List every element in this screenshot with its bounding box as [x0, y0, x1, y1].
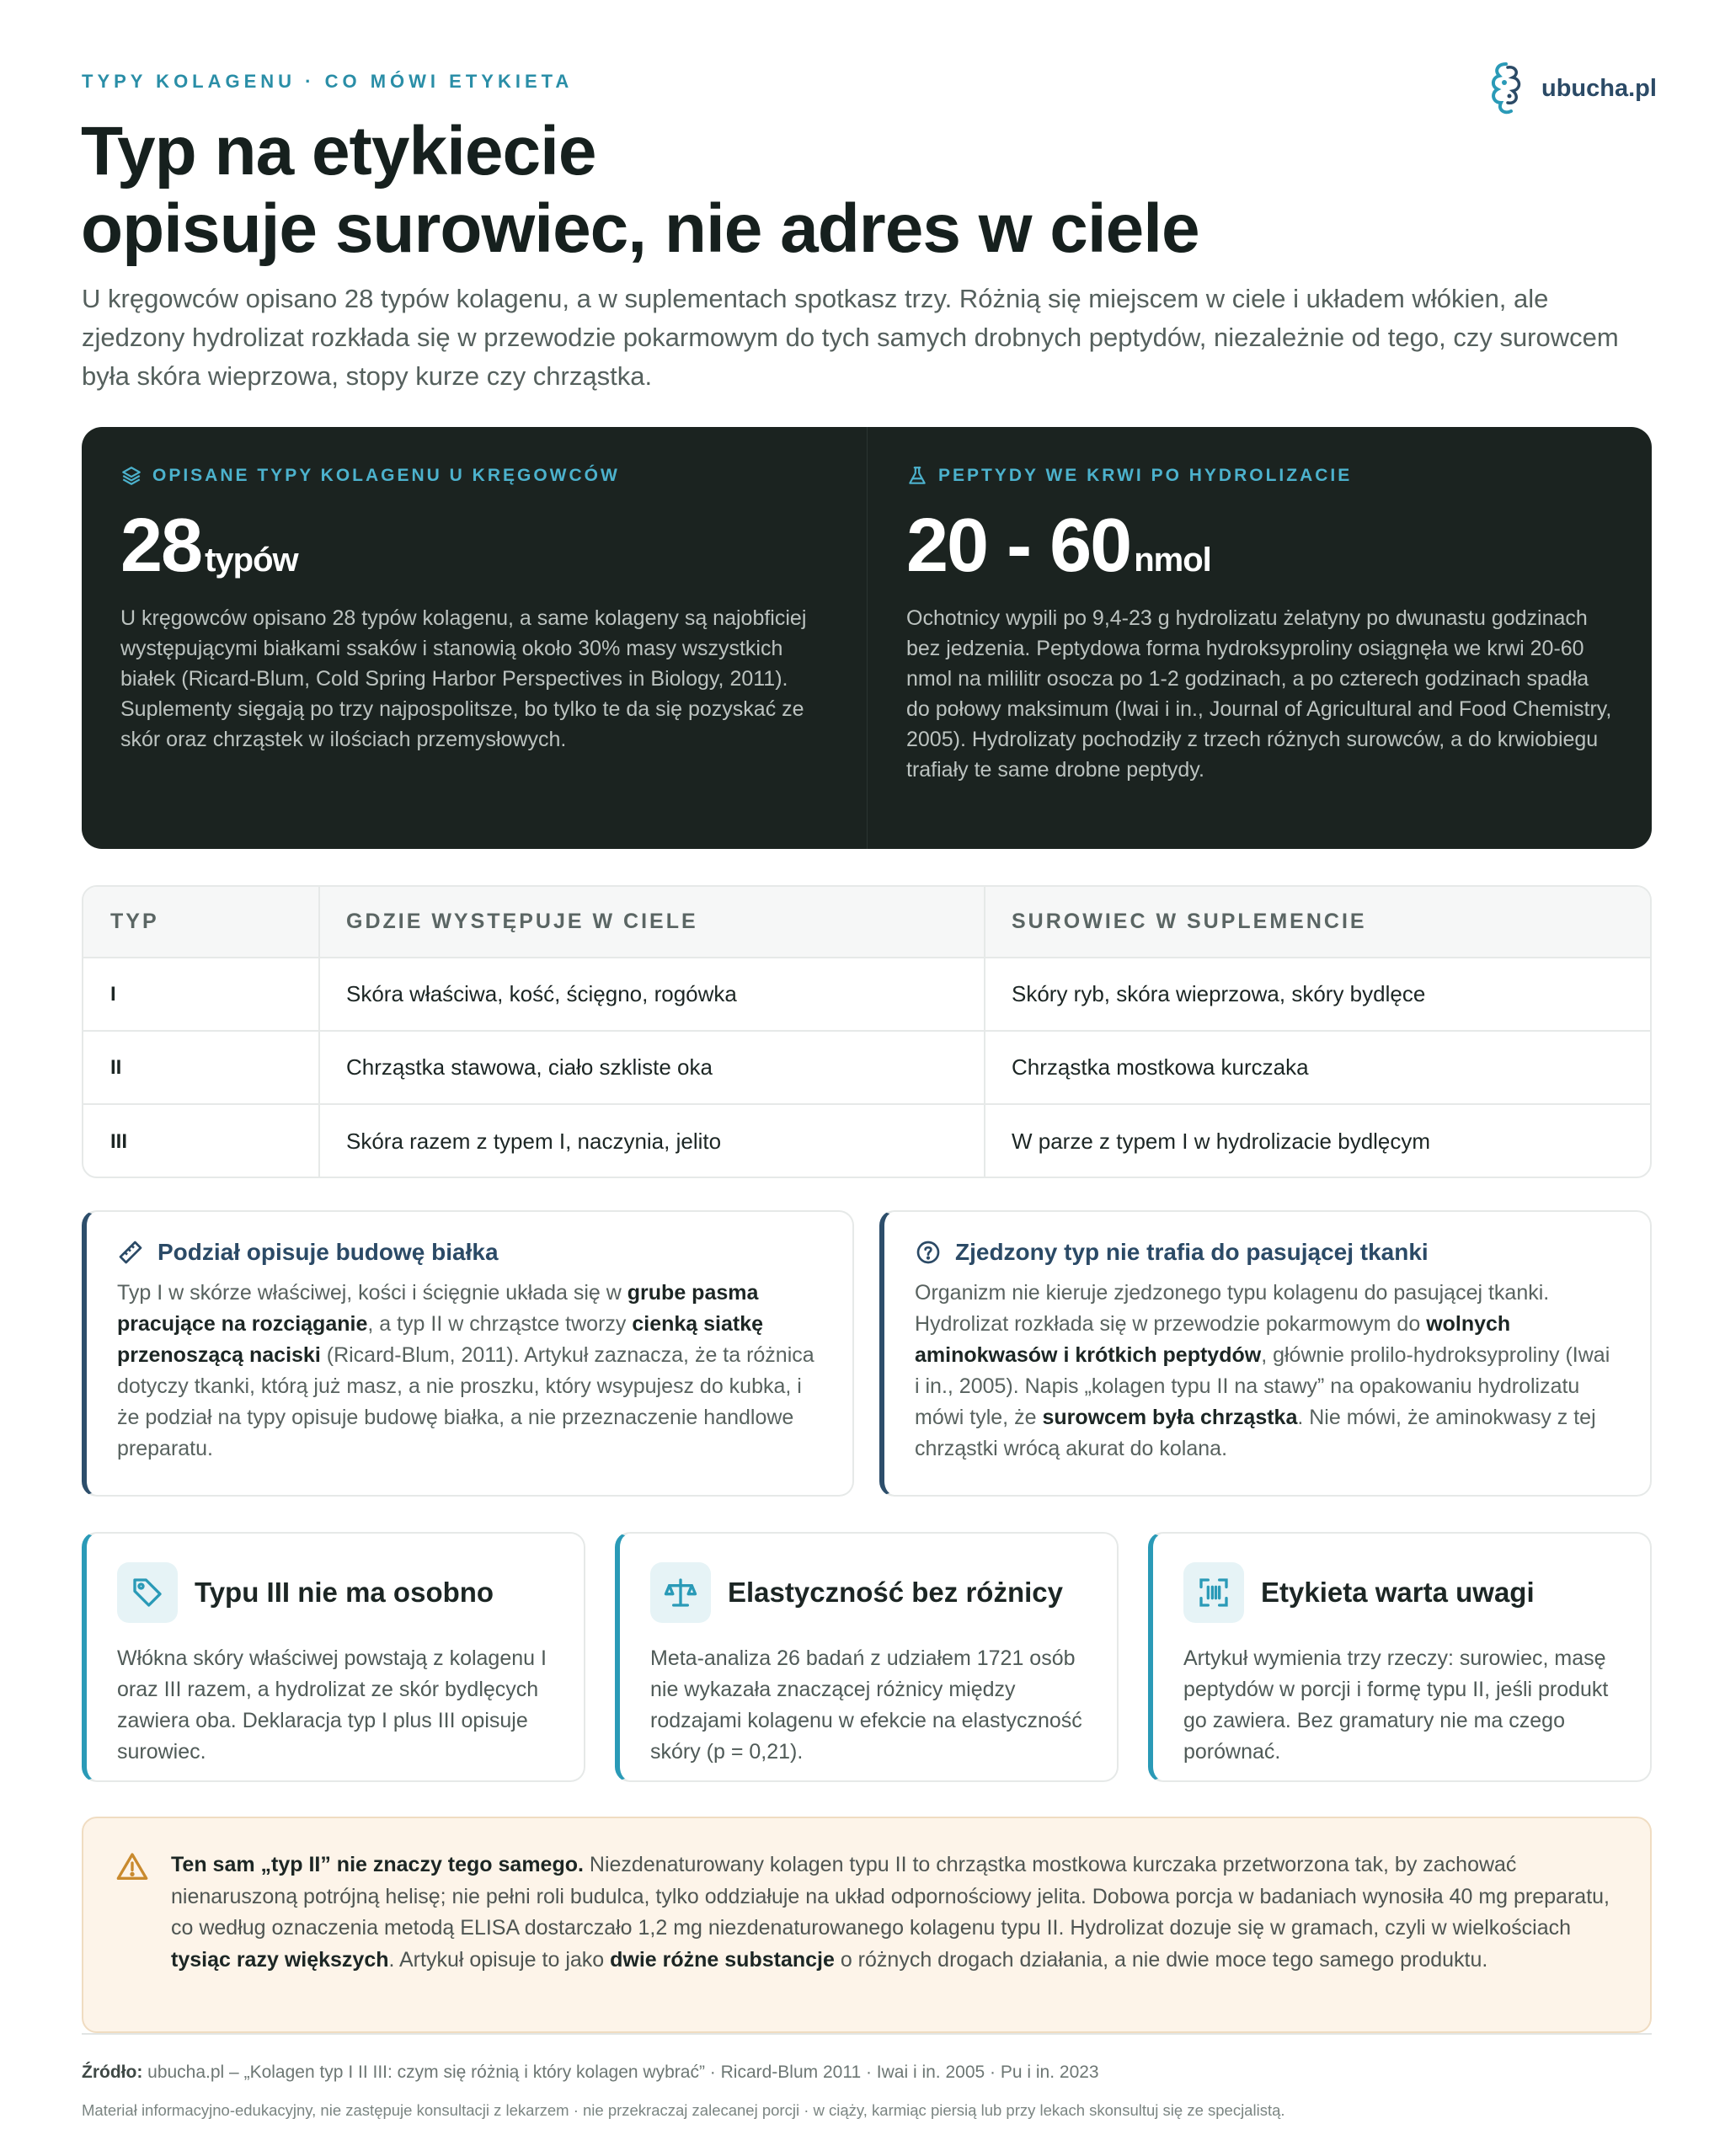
info-card-text [117, 1278, 822, 1465]
text-segment: (Ricard-Blum, 2011). Artykuł zaznacza, że ta różnica dotyczy tkanki, którą już masz, a nie proszku, który wsypujesz do kubka, i że podział na typy opisuje budowę białka, a nie przeznaczenie handlowe preparatu. [117, 1343, 814, 1460]
question-circle-icon [915, 1239, 942, 1266]
footer-divider [82, 2033, 1652, 2035]
warning-box [82, 1817, 1652, 2033]
cell-type: II [83, 1032, 320, 1103]
bold-segment: dwie różne substancje [610, 1947, 835, 1972]
table-row [83, 1032, 1650, 1105]
eyebrow: TYPY KOLAGENU · CO MÓWI ETYKIETA [82, 71, 574, 92]
text-segment: . Artykuł opisuje to jako [388, 1947, 611, 1972]
text-segment: , głównie prolilo-hydroksyproliny (Iwai i in., 2005). Napis „kolagen typu II na stawy” na opakowaniu hydrolizatu mówi tyle, że [915, 1343, 1610, 1429]
stat-number: 20 - 60 [906, 504, 1131, 588]
stat-value-peptides [906, 505, 1613, 586]
cell-location: Skóra razem z typem I, naczynia, jelito [320, 1105, 985, 1178]
info-card-protein-structure [82, 1210, 854, 1497]
text-segment: o różnych drogach działania, a nie dwie moce tego samego produktu. [834, 1947, 1488, 1972]
info-card-title [117, 1239, 822, 1266]
bold-segment: grube pasma pracujące na rozciąganie [117, 1281, 759, 1336]
header-body-location: GDZIE WYSTĘPUJE W CIELE [320, 887, 985, 957]
table-row [83, 1105, 1650, 1178]
bold-segment: surowcem była chrząstka [1042, 1406, 1298, 1429]
card-text: Meta-analiza 26 badań z udziałem 1721 osób nie wykazała znaczącej różnicy między rodzajami kolagenu w efekcie na elastyczność skóry (p = 0,21). [650, 1646, 1082, 1764]
cell-location: Chrząstka stawowa, ciało szkliste oka [320, 1032, 985, 1103]
warning-lead: Ten sam „typ II” nie znaczy tego samego. [171, 1853, 584, 1876]
card-label [1148, 1532, 1652, 1782]
card-text: Artykuł wymienia trzy rzeczy: surowiec, masę peptydów w porcji i formę typu II, jeśli produkt go zawiera. Bez gramatury nie ma czego porównać. [1183, 1646, 1609, 1764]
stat-number: 28 [120, 504, 202, 588]
text-segment: Niezdenaturowany kolagen typu II to chrząstka mostkowa kurczaka przetworzona tak, by zachować nienaruszoną potrójną helisę; nie pełni roli budulca, tylko oddziałuje na układ odpornościowy jelita. Dobowa porcja w badaniach wynosiła 40 mg preparatu, co według oznaczenia metodą ELISA dostarczało 1,2 mg niezdenaturowanego kolagenu typu II. Hydrolizat dozuje się w gramach, czyli w wielkościach [171, 1853, 1610, 1940]
card-icon-box [1183, 1562, 1244, 1623]
cell-type: I [83, 958, 320, 1030]
lead-paragraph: U kręgowców opisano 28 typów kolagenu, a w suplementach spotkasz trzy. Różnią się miejscem w ciele i układem włókien, ale zjedzony hydrolizat rozkłada się w przewodzie pokarmowym do tych samych drobnych peptydów, niezależnie od tego, czy surowcem była skóra wieprzowa, stopy kurze czy chrząstka. [82, 284, 1619, 391]
disclaimer-note: Materiał informacyjno-edukacyjny, nie zastępuje konsultacji z lekarzem · nie przekraczaj zalecanej porcji · w ciąży, karmiąc piersią lub przy lekach skonsultuj się ze specjalistą. [82, 2101, 1285, 2119]
cell-type: III [83, 1105, 320, 1178]
title-line-1: Typ na etykiecie [81, 113, 596, 189]
stat-unit: typów [205, 542, 298, 579]
cell-location: Skóra właściwa, kość, ścięgno, rogówka [320, 958, 985, 1030]
table-header [83, 887, 1650, 958]
card-text: Włókna skóry właściwej powstają z kolagenu I oraz III razem, a hydrolizat ze skór bydlęcych zawiera oba. Deklaracja typ I plus III opisuje surowiec. [117, 1646, 547, 1764]
stat-types [82, 427, 867, 849]
bold-segment: cienką siatkę przenoszącą naciski [117, 1312, 764, 1367]
flask-icon [906, 465, 928, 487]
warning-text [171, 1849, 1616, 1976]
source-text: ubucha.pl – „Kolagen typ I II III: czym się różnią i który kolagen wybrać” · Ricard-Blum 2011 · Iwai i in. 2005 · Pu i in. 2023 [142, 2063, 1099, 2082]
card-header [117, 1562, 553, 1623]
card-title: Typu III nie ma osobno [195, 1577, 494, 1608]
stat-label-types [120, 465, 828, 487]
text-segment: Organizm nie kieruje zjedzonego typu kolagenu do pasującej tkanki. Hydrolizat rozkłada się w przewodzie pokarmowym do [915, 1281, 1550, 1336]
card-header [650, 1562, 1087, 1623]
cell-source: Skóry ryb, skóra wieprzowa, skóry bydlęce [1012, 981, 1426, 1006]
scale-icon [664, 1576, 697, 1609]
table-row [83, 958, 1650, 1032]
info-card-title-text: Podział opisuje budowę białka [158, 1239, 499, 1265]
source-line [82, 2063, 1099, 2083]
stat-label-peptides [906, 465, 1613, 487]
stat-description: U kręgowców opisano 28 typów kolagenu, a same kolageny są najobficiej występującymi białkami ssaków i stanowią około 30% masy wszystkich białek (Ricard-Blum, Cold Spring Harbor Perspectives in Biology, 2011). Suplementy sięgają po trzy najpospolitsze, bo tylko te da się pozyskać ze skór oraz chrząstek w ilościach przemysłowych. [120, 606, 807, 751]
card-header [1183, 1562, 1620, 1623]
stats-panel [82, 427, 1652, 849]
text-segment: , a typ II w chrząstce tworzy [367, 1312, 633, 1336]
cell-source: Chrząstka mostkowa kurczaka [1012, 1054, 1309, 1080]
info-card-title-text: Zjedzony typ nie trafia do pasującej tkanki [955, 1239, 1429, 1265]
card-title: Elastyczność bez różnicy [728, 1577, 1063, 1608]
header-source: SUROWIEC W SUPLEMENCIE [1012, 910, 1367, 933]
page-title [81, 113, 1199, 268]
text-segment: Typ I w skórze właściwej, kości i ścięgnie układa się w [117, 1281, 628, 1305]
card-type-iii [82, 1532, 585, 1782]
scan-icon [1197, 1576, 1231, 1609]
tag-icon [131, 1576, 164, 1609]
layers-icon [120, 465, 142, 487]
source-label: Źródło: [82, 2063, 143, 2082]
title-line-2: opisuje surowiec, nie adres w ciele [81, 190, 1199, 267]
stat-label-text: OPISANE TYPY KOLAGENU U KRĘGOWCÓW [152, 466, 620, 485]
card-elasticity [615, 1532, 1119, 1782]
stat-value-types [120, 505, 828, 586]
warning-icon [115, 1850, 149, 1884]
text-segment: . Nie mówi, że aminokwasy z tej chrząstki wrócą akurat do kolana. [915, 1406, 1596, 1460]
stat-description: Ochotnicy wypili po 9,4-23 g hydrolizatu żelatyny po dwunastu godzinach bez jedzenia. Peptydowa forma hydroksyproliny osiągnęła we krwi 20-60 nmol na mililitr osocza po 1-2 godzinach, a po czterech godzinach spadła do połowy maksimum (Iwai i in., Journal of Agricultural and Food Chemistry, 2005). Hydrolizaty pochodziły z trzech różnych surowców, a do krwiobiegu trafiały te same drobne peptydy. [906, 606, 1612, 782]
ruler-icon [117, 1239, 144, 1266]
card-title: Etykieta warta uwagi [1261, 1577, 1535, 1608]
stat-label-text: PEPTYDY WE KRWI PO HYDROLIZACIE [938, 466, 1353, 485]
logo-text: ubucha.pl [1541, 74, 1657, 102]
header-type: TYP [83, 887, 320, 957]
cell-source: W parze z typem I w hydrolizacie bydlęcym [1012, 1129, 1431, 1154]
stat-peptides [867, 427, 1652, 849]
logo[interactable] [1482, 59, 1657, 118]
info-card-title [915, 1239, 1620, 1266]
info-card-digestion [879, 1210, 1652, 1497]
collagen-types-table [82, 885, 1652, 1178]
bold-segment: tysiąc razy większych [171, 1947, 389, 1972]
logo-icon [1482, 59, 1530, 118]
card-icon-box [650, 1562, 711, 1623]
bold-segment: wolnych aminokwasów i krótkich peptydów [915, 1312, 1511, 1367]
info-card-text [915, 1278, 1620, 1465]
stat-unit: nmol [1134, 542, 1211, 579]
card-icon-box [117, 1562, 178, 1623]
